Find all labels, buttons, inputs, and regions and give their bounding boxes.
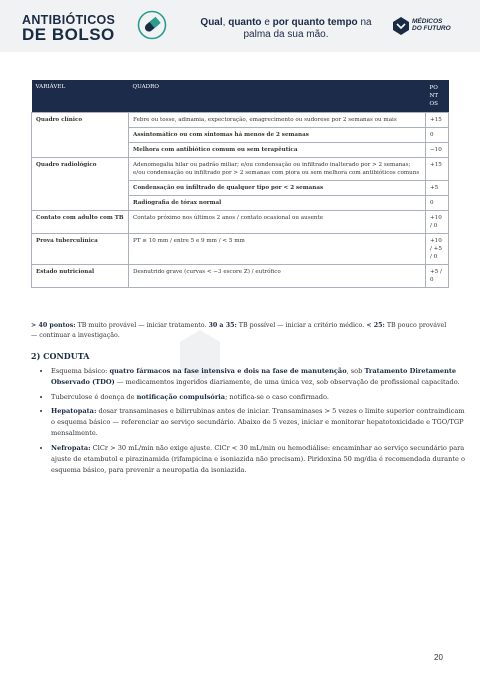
- tagline-qual: Qual: [200, 17, 223, 28]
- score-c-text: TB pouco provável — continuar a investigação.: [31, 322, 447, 339]
- item-text: Esquema básico:: [51, 367, 110, 375]
- tagline: [186, 17, 386, 41]
- item-text: , sob: [346, 367, 365, 375]
- row-quadro: Assintomático ou com sintomas há menos de 2 semanas: [129, 128, 426, 143]
- score-b-label: 30 a 35:: [208, 322, 237, 329]
- row-quadro: Melhora com antibiótico comum ou sem terapêutica: [129, 143, 426, 158]
- item-text: ClCr > 30 mL/min não exige ajuste. ClCr < 30 mL/min ou hemodiálise: encaminhar ao serviço secundário para ajuste de etambutol e pirazinamida (rifampicina e isoniazida não precisam). Piridoxina 50 mg/dia é recomendada durante o esquema básico, para prevenir a neuropatia da isoniazida.: [51, 443, 465, 475]
- header-pontos-label: PONTOS: [429, 85, 439, 107]
- item-text: ; notifica-se o caso confirmado.: [225, 392, 329, 401]
- pill-icon: [137, 10, 167, 40]
- conduta-list: [31, 366, 469, 480]
- row-points: [426, 265, 449, 288]
- list-item: [51, 366, 469, 389]
- brand-line-1: ANTIBIÓTICOS: [22, 13, 116, 27]
- tagline-line-2: palma da sua mão.: [243, 29, 329, 40]
- item-bold: quatro fármacos na fase intensiva e dois na fase de manutenção: [109, 367, 347, 375]
- item-text: — medicamentos ingeridos diariamente, de uma única vez, sob observação de profissional capacitado.: [114, 378, 460, 387]
- score-interpretation: [31, 321, 449, 341]
- table-row: [32, 158, 449, 181]
- table-row: [32, 265, 449, 288]
- score-a-text: TB muito provável — iniciar tratamento.: [75, 322, 209, 329]
- criteria-table: [31, 80, 449, 288]
- page-number: 20: [434, 653, 443, 662]
- tagline-quanto: quanto: [228, 17, 262, 28]
- row-points: +15: [426, 113, 449, 128]
- tagline-e: e: [261, 17, 273, 28]
- tagline-na: na: [357, 17, 372, 28]
- row-points-label: +10 / 0: [430, 215, 442, 229]
- header-variavel: VARIÁVEL: [32, 80, 129, 113]
- item-bold: Hepatopata:: [51, 406, 97, 415]
- row-quadro: Febre ou tosse, adinamia, expectoração, emagrecimento ou sudorese por 2 semanas ou mais: [129, 113, 426, 128]
- score-b-text: TB possível — iniciar a critério médico.: [236, 322, 367, 329]
- item-text: dosar transaminases e bilirrubinas antes de iniciar. Transaminases > 5 vezes o limite superior contraindicam o esquema básico — referenciar ao serviço secundário. Abaixo de 5 vezes, iniciar e monitorar hepatotoxicidade e TGO/TGP mensalmente.: [51, 406, 465, 438]
- medicos-do-futuro-logo: [392, 15, 456, 41]
- list-item: [51, 406, 469, 440]
- row-quadro: Radiografia de tórax normal: [129, 196, 426, 211]
- page-header: [0, 0, 480, 52]
- score-a-label: > 40 pontos:: [31, 322, 76, 329]
- logo-mark-icon: [392, 16, 410, 36]
- row-variable: Prova tuberculínica: [32, 234, 129, 265]
- row-points: 0: [426, 128, 449, 143]
- row-points-label: +5 / 0: [430, 269, 442, 283]
- row-variable: Contato com adulto com TB: [32, 211, 129, 234]
- row-points: [426, 234, 449, 265]
- header-quadro: QUADRO: [129, 80, 426, 113]
- row-variable: Quadro clínico: [32, 113, 129, 158]
- score-c-label: < 25:: [366, 322, 385, 329]
- item-bold: Tratamento Diretamente Observado (TDO): [51, 367, 457, 387]
- row-quadro: Desnutrido grave (curvas < −3 escore Z) / eutrófico: [129, 265, 426, 288]
- row-variable: Estado nutricional: [32, 265, 129, 288]
- tagline-sep: ,: [222, 17, 229, 28]
- item-text: Tuberculose é doença de: [51, 392, 137, 401]
- logo-line-1: MÉDICOS: [412, 18, 443, 25]
- table-row: [32, 234, 449, 265]
- row-quadro: Condensação ou infiltrado de qualquer tipo por < 2 semanas: [129, 181, 426, 196]
- list-item: [51, 392, 469, 403]
- row-points-label: +10 / +5 / 0: [430, 238, 442, 260]
- row-points: [426, 211, 449, 234]
- row-points: +15: [426, 158, 449, 181]
- list-item: [51, 443, 469, 477]
- row-points: 0: [426, 196, 449, 211]
- logo-line-2: DO FUTURO: [412, 25, 451, 32]
- row-points: −10: [426, 143, 449, 158]
- table-header-row: [32, 80, 449, 113]
- brand-title: [22, 13, 115, 43]
- header-pontos: [426, 80, 449, 113]
- row-quadro: PT ≥ 10 mm / entre 5 e 9 mm / < 5 mm: [129, 234, 426, 265]
- row-variable: Quadro radiológico: [32, 158, 129, 211]
- item-bold: Nefropata:: [51, 443, 91, 452]
- row-quadro: Contato próximo nos últimos 2 anos / contato ocasional ou ausente: [129, 211, 426, 234]
- table-row: [32, 113, 449, 128]
- row-points: +5: [426, 181, 449, 196]
- brand-line-2: DE BOLSO: [22, 25, 115, 44]
- row-quadro: Adenomegalia hilar ou padrão miliar; e/ou condensação ou infiltrado inalterado por > 2 semanas; e/ou condensação ou infiltrado por > 2 semanas com piora ou sem melhora com antibióticos comuns: [129, 158, 426, 181]
- table-row: [32, 211, 449, 234]
- section-title: 2) CONDUTA: [31, 351, 90, 361]
- item-bold: notificação compulsória: [136, 392, 226, 401]
- tagline-por: por quanto tempo: [272, 17, 358, 28]
